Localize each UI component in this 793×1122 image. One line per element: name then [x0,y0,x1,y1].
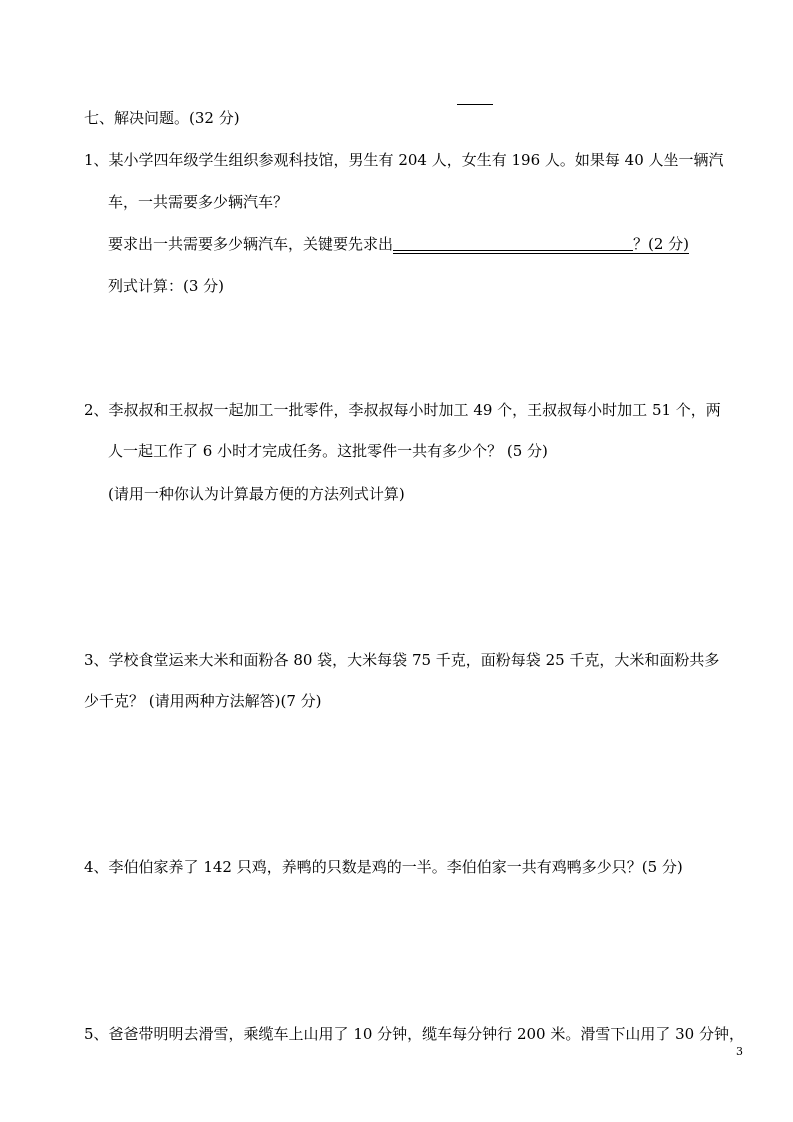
question-3-line-2: 少千克？ (请用两种方法解答)(7 分) [84,692,322,710]
question-1-sub-suffix: ？(2 分) [633,235,690,253]
question-4-text-1: 李伯伯家养了 142 只鸡，养鸭的只数是鸡的一半。李伯伯家一共有鸡鸭多少只？(5 分) [108,858,683,876]
question-1-line-2: 车，一共需要多少辆汽车？ [108,193,289,211]
section-title: 七、解决问题。(32 分) [84,109,240,127]
question-5-line-1 [84,1024,744,1044]
question-4-line-1 [84,857,683,877]
question-4-number: 4、 [84,858,109,876]
question-2-note: (请用一种你认为计算最方便的方法列式计算) [108,485,405,503]
page-number: 3 [736,1045,743,1058]
question-5-text-1: 爸爸带明明去滑雪，乘缆车上山用了 10 分钟，缆车每分钟行 200 米。滑雪下山用了 30 分钟， [108,1025,744,1043]
question-2-number: 2、 [84,401,109,419]
question-1-sub-prompt-line [108,234,689,254]
question-2-line-1 [84,400,721,420]
question-1-calc-label: 列式计算：(3 分) [108,277,225,295]
question-1-text-1: 某小学四年级学生组织参观科技馆，男生有 204 人，女生有 196 人。如果每 40 人坐一辆汽 [108,151,724,169]
question-5-number: 5、 [84,1025,109,1043]
question-2-line-2: 人一起工作了 6 小时才完成任务。这批零件一共有多少个？ (5 分) [108,442,548,460]
answer-blank[interactable] [393,235,689,254]
question-2-text-1: 李叔叔和王叔叔一起加工一批零件，李叔叔每小时加工 49 个，王叔叔每小时加工 51 个，两 [108,401,721,419]
question-3-line-1 [84,650,719,670]
question-1-sub-prompt: 要求出一共需要多少辆汽车，关键要先求出 [108,235,394,253]
header-rule [457,104,493,105]
question-3-text-1: 学校食堂运来大米和面粉各 80 袋，大米每袋 75 千克，面粉每袋 25 千克，大米和面粉共多 [108,651,720,669]
question-1-line-1 [84,150,724,170]
question-1-number: 1、 [84,151,109,169]
question-3-number: 3、 [84,651,109,669]
